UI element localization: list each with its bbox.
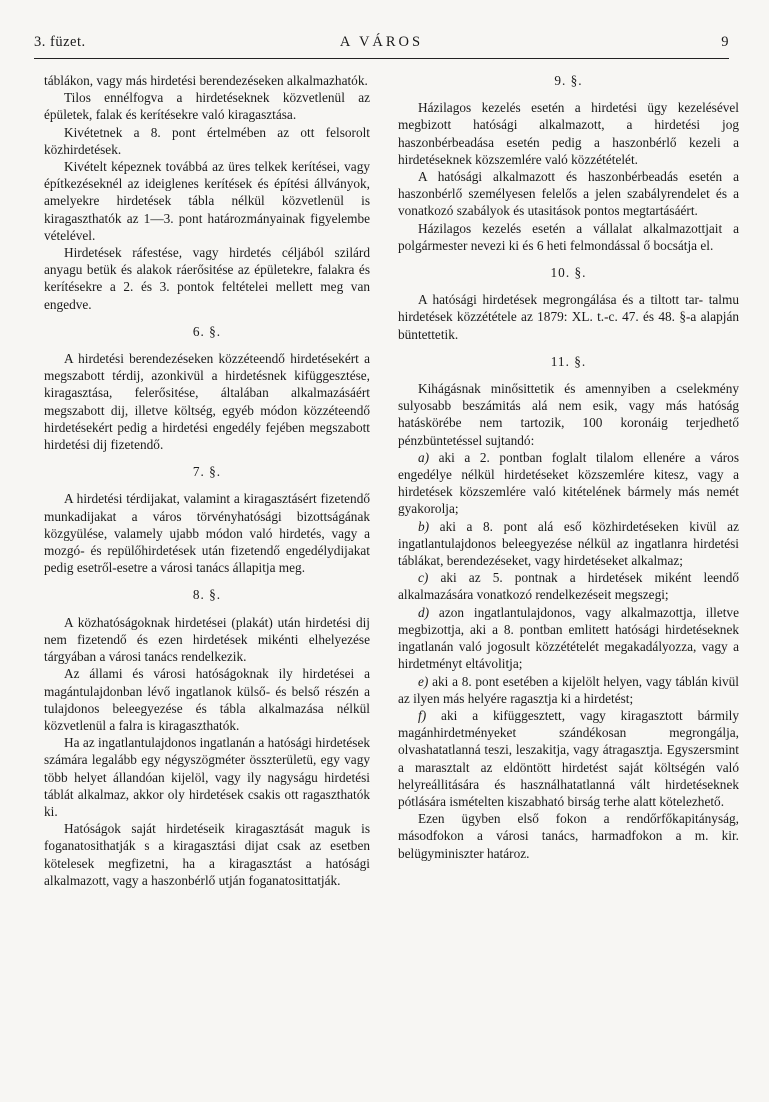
paragraph: A közhatóságoknak hirdetései (plakát) után hirdetési dij nem fizetendő és ezen hirdetések mikénti elhelyezése tárgyában a városi tanács rendelkezik. xyxy=(44,614,370,665)
section-heading: 8. §. xyxy=(192,587,222,603)
list-item xyxy=(398,707,739,810)
paragraph: Ezen ügyben első fokon a rendőrfőkapitányság, másodfokon a városi tanács, harmadfokon a m. kir. belügyminiszter határoz. xyxy=(398,811,739,861)
section-heading: 7. §. xyxy=(192,464,222,480)
list-item xyxy=(398,449,739,518)
paragraph: táblákon, vagy más hirdetési berendezéseken alkalmazhatók. xyxy=(44,73,368,88)
paragraph: Kivételt képeznek továbbá az üres telkek kerítései, vagy építkezéseknél az ideiglenes kerítések és építési állványok, amelyekre hirdetések tábla nélkül közvetlenül is kiragaszthatók az 1—3. pont határozmányainak figyelembe vételével. xyxy=(44,159,370,243)
list-item-label: d) xyxy=(418,604,430,620)
list-item-label: a) xyxy=(418,449,430,465)
paragraph: A hirdetési térdijakat, valamint a kiragasztásért fizetendő munkadijakat a város törvényhatósági bizottságának közgyülése, valamely ujabb módon való hirdetés, vagy a mozgó- és repülőhirdetések után fizetendő engedélydijakat pedig esetről-esetre a városi tanács állapitja meg. xyxy=(44,491,370,576)
journal-title: A VÁROS xyxy=(339,34,424,50)
section-heading: 9. §. xyxy=(554,73,583,88)
list-item-text: aki a 2. pontban foglalt tilalom ellenére a város engedélye nélkül hirdetéseket közszemlére kitesz, vagy a hirdetések közszemlére való kitételének bármely más nemét gyakorolja; xyxy=(398,449,739,517)
section-heading: 6. §. xyxy=(192,323,222,339)
page-header xyxy=(34,34,729,56)
list-item-label: e) xyxy=(418,673,429,689)
list-item-text: azon ingatlantulajdonos, vagy alkalmazottja, illetve megbizottja, aki a 8. pontban emlitett hatósági hirdetéseknek ingatlanán való jogosult közzétételét megakadályozza, vagy a hirdetményt eltávolitja; xyxy=(398,604,739,672)
header-rule xyxy=(34,58,729,59)
list-item-label: c) xyxy=(418,570,429,586)
paragraph: Ha az ingatlantulajdonos ingatlanán a hatósági hirdetések számára legalább egy négyszögméter összterületü, egy vagy több helyet állandóan kijelöl, vagy ily nagyságu hirdetési táblát alkalmaz, akkor oly hirdetések csakis ott ragaszthatók ki. xyxy=(44,735,370,819)
list-item xyxy=(398,673,739,707)
paragraph: Házilagos kezelés esetén a hirdetési ügy kezelésével megbizott hatósági alkalmazott, a hirdetési jog haszonbérbeadása esetén pedig a haszonbérlő kezeli a hirdetéseknek közszemlére való közzétételét. xyxy=(398,100,739,167)
paragraph: A hatósági alkalmazott és haszonbérbeadás esetén a haszonbérlő személyesen felelős a jelen szabályrendelet és a vonatkozó szabályok és utasitások pontos megtartásáért. xyxy=(398,169,739,219)
section-heading: 10. §. xyxy=(550,265,587,281)
list-item xyxy=(398,518,739,570)
list-item-text: aki a 8. pont esetében a kijelölt helyen, vagy táblán kivül az ilyen más helyére ragasztja ki a hirdetést; xyxy=(398,673,739,706)
paragraph: Hirdetések ráfestése, vagy hirdetés céljából szilárd anyagu betük és alakok ráerősitése az épületekre, falakra és kerítésekre a 2. és 3. pontok feltételei mellett meg van engedve. xyxy=(44,245,370,312)
paragraph: Az állami és városi hatóságoknak ily hirdetései a magántulajdonban lévő ingatlanok külső- és belső részén a tulajdonos beleegyezése és tábla alkalmazása nélkül közvetlenül a falra is kiragaszthatók. xyxy=(44,666,370,733)
list-item xyxy=(398,569,739,603)
list-item-text: aki a kifüggesztett, vagy kiragasztott bármily magánhirdetményeket szándékosan megrongálja, olvashatatlanná teszi, leszakitja, vagy átragasztja. Egyszersmint a marasztalt az eldöntött hirdetést saját költségén való helyreállitására és használhatatlanná vált hirdetéseknek pótlására ismételten kiszabható birság terhe alatt kötelezhető. xyxy=(398,707,739,809)
paragraph: Kihágásnak minősittetik és amennyiben a cselekmény sulyosabb beszámitás alá nem esik, vagy más hatóság hatáskörébe nem tartozik, 100 koronáig terjedhető pénzbüntetéssel sujtandó: xyxy=(398,381,739,448)
paragraph: A hirdetési berendezéseken közzéteendő hirdetésekért a megszabott térdij, azonkivül a hirdetésnek kifüggesztése, kiragasztása, felerősitése, általában alkalmazásáért megszabott dij, illetve költség, egyéb módon közzéteendő hirdetésekért pedig a hirdetési engedély fejében megszabott hirdetési dij fizetendő. xyxy=(44,351,370,453)
page-number: 9 xyxy=(721,34,729,50)
list-item-label: f) xyxy=(418,707,427,723)
list-item-text: aki az 5. pontnak a hirdetések miként leendő alkalmazására vonatkozó rendelkezéseit megszegi; xyxy=(398,570,739,603)
paragraph: Kivétetnek a 8. pont értelmében az ott felsorolt közhirdetések. xyxy=(44,124,370,157)
paragraph: Házilagos kezelés esetén a vállalat alkalmazottjait a polgármester nevezi ki és 6 heti felmondással ő bocsátja el. xyxy=(398,220,739,253)
section-heading: 11. §. xyxy=(550,353,587,369)
paragraph: Tilos ennélfogva a hirdetéseknek közvetlenül az épületek, falak és kerítésekre való kiragasztása. xyxy=(44,90,370,123)
list-item xyxy=(398,604,739,673)
right-column xyxy=(398,72,739,862)
issue-label: 3. füzet. xyxy=(34,34,86,50)
list-item-text: aki a 8. pont alá eső közhirdetéseken kivül az ingatlantulajdonos beleegyezése nélkül az ingatlanra hirdetési táblákat, berendezéseket, vagy hirdetéseket alkalmaz; xyxy=(398,518,739,569)
left-column xyxy=(44,72,370,889)
list-item-label: b) xyxy=(418,518,430,534)
paragraph: Hatóságok saját hirdetéseik kiragasztását maguk is foganatosithatják s a kiragasztási dijat csak az esetben kötelesek megfizetni, ha a kiragasztást a hatósági alkalmazott, vagy a haszonbérlő utján foganatosittatják. xyxy=(44,821,370,888)
paragraph: A hatósági hirdetések megrongálása és a tiltott tar- talmu hirdetések közzététele az 1879: XL. t.-c. 47. és 48. §-a alapján büntettetik. xyxy=(398,292,739,342)
